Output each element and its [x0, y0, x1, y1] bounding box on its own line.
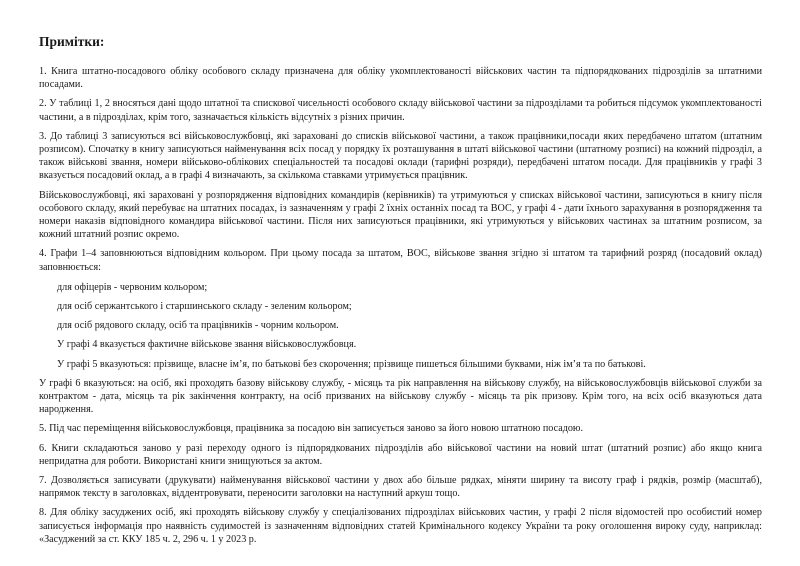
note-3-continuation: Військовослужбовці, які зараховані у розпорядження відповідних командирів (керівників) та утримуються у списках військової частини, записуються в книгу після особового складу, який перебуває на штатних посадах, із зазначенням у графі 2 їхніх останніх посад та ВОС, у графі 4 - дати їхнього зарахування в розпорядження та номери наказів відповідного командира військової частини. Після них записуються працівники, які утримуються у військових частинах за штатним розписом, за кожний штатний розпис окремо.: [39, 189, 762, 241]
note-4-graph-4: У графі 4 вказується фактичне військове звання військовослужбовця.: [57, 339, 357, 351]
note-3: 3. До таблиці 3 записуються всі військовослужбовці, які зараховані до списків військової частини, а також працівники,посади яких передбачено штатом (штатним розписом). Спочатку в книгу записуються найменування всіх посад у порядку їх розташування в штаті військової частини (штатному розписі) на кожний підрозділ, а також військові звання, номери військово-облікових спеціальностей та посадові оклади (тарифні розряди), передбачені штатом посади. Для працівників у графі 3 вказується посадовий оклад, а в графі 4 визначають, за скількома ставками утримується працівник.: [39, 130, 762, 182]
list-item: для офіцерів - червоним кольором;: [57, 281, 208, 293]
note-2: 2. У таблиці 1, 2 вносяться дані щодо штатної та спискової чисельності особового складу військової частини за підрозділами та робиться підсумок укомплектованості частини, а в підрозділах, крім того, зазначається кількість відсутніх з різних причин.: [39, 98, 762, 123]
note-7: 7. Дозволяється записувати (друкувати) найменування військової частини у двох або більше рядках, міняти ширину та висоту граф і рядків, розмір (масштаб), напрямок тексту в заголовках, віддентровувати, переносити заголовки на наступний аркуш тощо.: [39, 475, 762, 500]
color-list: [39, 281, 762, 333]
note-8: 8. Для обліку засуджених осіб, які проходять військову службу у спеціалізованих підрозділах військових частин, у графі 2 після відомостей про особистий номер записується інформація про наявність судимостей із зазначенням відповідних статей Кримінального кодексу України та року оголошення вироку суду, наприклад: «Засуджений за ст. ККУ 185 ч. 2, 296 ч. 1 у 2023 р.: [39, 507, 762, 545]
note-4-graph-5: У графі 5 вказуються: прізвище, власне ім’я, по батькові без скорочення; прізвище пишеться більшими буквами, ніж ім’я та по батькові.: [57, 358, 646, 370]
list-item: для осіб сержантського і старшинського складу - зеленим кольором;: [57, 301, 352, 313]
note-4: 4. Графи 1–4 заповнюються відповідним кольором. При цьому посада за штатом, ВОС, військове звання згідно зі штатом та тарифний розряд (посадовий оклад) заповнюється:: [39, 248, 762, 273]
note-6: 6. Книги складаються заново у разі переходу одного із підпорядкованих підрозділів або військової частини на новий штат (штатний розпис) або якщо книга непридатна для роботи. Використані книги знищуються за актом.: [39, 442, 762, 467]
note-5: 5. Під час переміщення військовослужбовця, працівника за посадою він записується заново за його новою штатною посадою.: [39, 423, 584, 435]
note-1: 1. Книга штатно-посадового обліку особового складу призначена для обліку укомплектованості військових частин та підпорядкованих підрозділів за штатними посадами.: [39, 66, 762, 91]
list-item: для осіб рядового складу, осіб та працівників - чорним кольором.: [57, 320, 339, 332]
note-4-graph-6: У графі 6 вказуються: на осіб, які проходять базову військову службу, - місяць та рік направлення на військову службу, на військовослужбовців військової служби за контрактом - дата, місяць та рік закінчення контракту, на осіб призваних на військову службу - місяць та рік призову. Крім того, на всіх осіб вказуються дата народження.: [39, 377, 762, 416]
notes-title: Примітки:: [39, 34, 105, 49]
